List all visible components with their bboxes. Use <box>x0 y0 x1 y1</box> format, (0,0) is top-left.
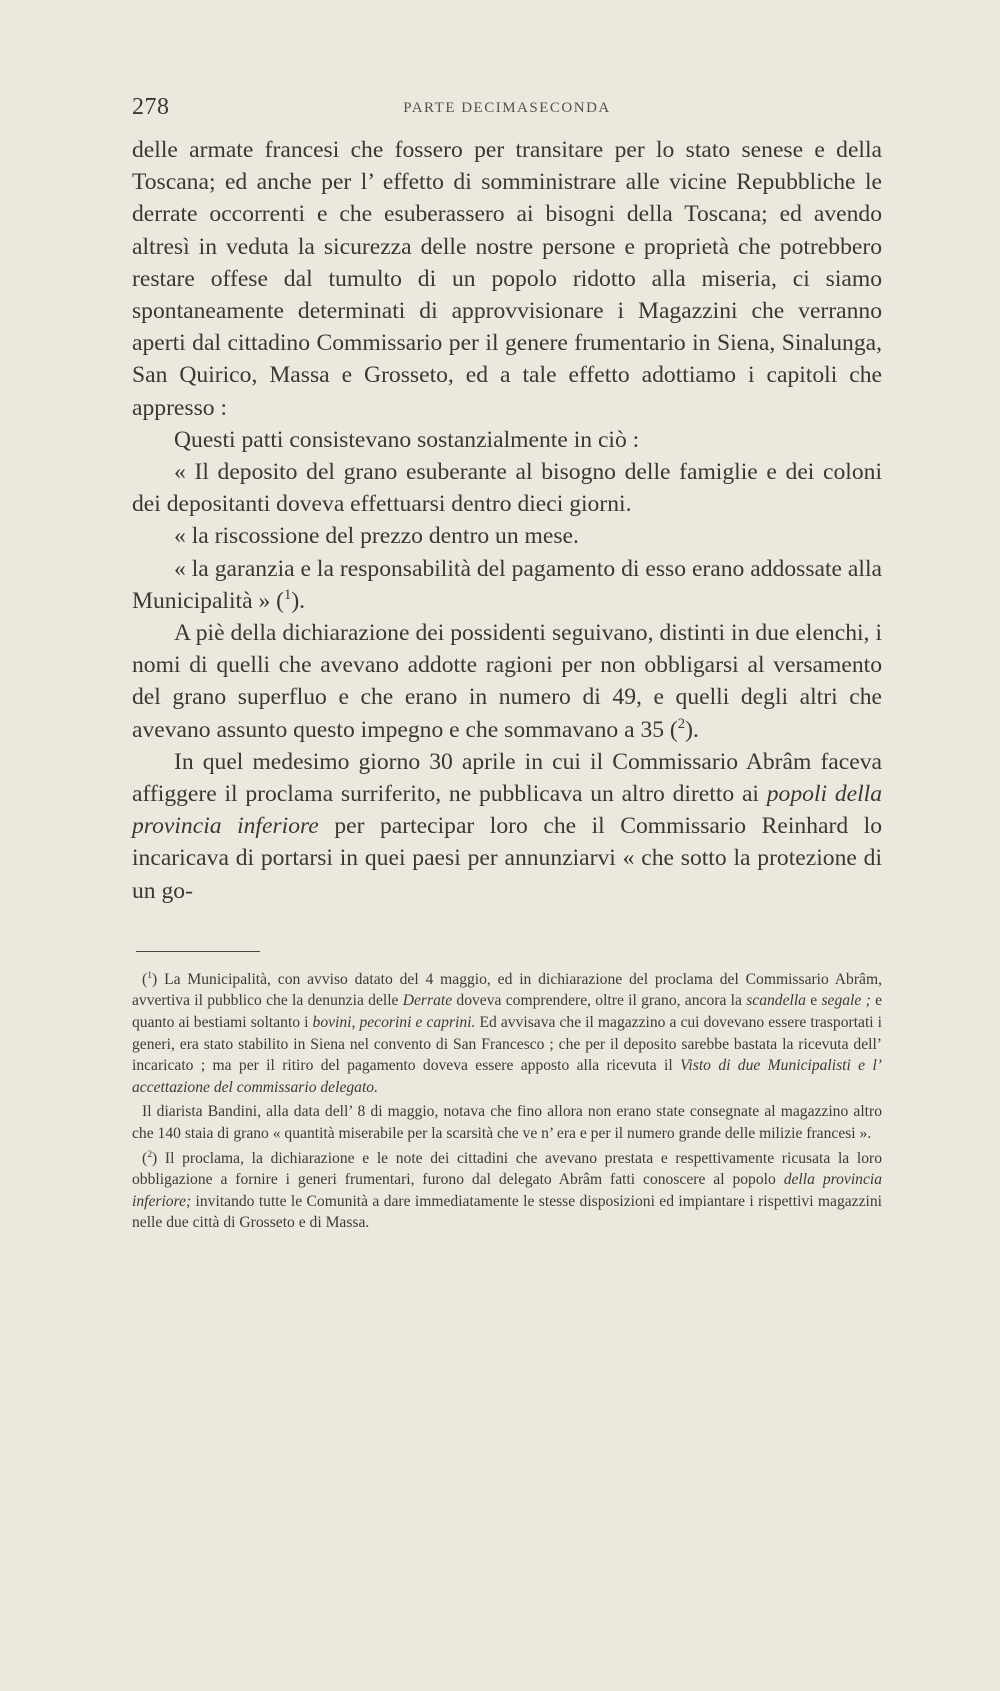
italic-text: scandella <box>746 992 806 1010</box>
page-number: 278 <box>132 94 170 120</box>
paragraph: « la riscossione del prezzo dentro un mese. <box>174 523 579 550</box>
italic-text: della provincia inferiore; <box>132 1171 883 1210</box>
paragraph-text: ). <box>685 716 699 743</box>
footnote-divider <box>136 951 260 952</box>
footnote-2: ($^2$) Il proclama, la dichiarazione e le note dei cittadini che avevano prestata e respettivamente ricusata la loro obbligazione a fornire i generi frumentari, furono dal delegato Abrâm fatti conoscere al popolo della provincia inferiore; invitando tutte le Comunità a dare immediatamente le stesse disposizioni ed impiantare i rispettivi magazzini nelle due città di Grosseto e di Massa. <box>132 1148 883 1232</box>
footnote-ref: 2 <box>677 715 686 732</box>
footnote-ref: 1 <box>284 586 292 603</box>
running-header <box>132 94 882 124</box>
paragraph: Questi patti consistevano sostanzialmente in ciò : <box>174 426 640 453</box>
footnote-text: invitando tutte le Comunità a dare immediatamente le stesse disposizioni ed impiantare i rispettivi magazzini nelle due città di Grosseto e di Massa. <box>132 1192 882 1232</box>
footnote-marker: 2 <box>147 1148 153 1160</box>
paragraph-text: ). <box>291 587 306 614</box>
footnote-text: e quanto ai bestiami soltanto i <box>132 992 883 1032</box>
footnote-1: ($^1$) La Municipalità, con avviso datato del 4 maggio, ed in dichiarazione del proclama del Commissario Abrâm, avvertiva il pubblico che la denunzia delle Derrate doveva comprendere, oltre il grano, ancora la scandella e segale ; e quanto ai bestiami soltanto i bovini, pecorini e caprini. Ed avvisava che il magazzino a cui dovevano essere trasportati i generi, era stato stabilito in Siena nel convento di San Francesco ; che per il deposito sarebbe bastata la ricevuta dell’ incaricato ; ma per il ritiro del pagamento doveva essere apposto alla ricevuta il Visto di due Municipalisti e l’ accettazione del commissario delegato. <box>132 969 883 1096</box>
paragraph: « Il deposito del grano esuberante al bisogno delle famiglie e dei coloni dei depositanti doveva effettuarsi dentro dieci giorni. <box>132 459 882 518</box>
paragraph-text: In quel medesimo giorno 30 aprile in cui il Commissario Abrâm faceva affiggere il proclama surriferito, ne pubblicava un altro diretto ai <box>132 748 882 808</box>
book-page <box>0 94 1000 1691</box>
paragraph-text: per partecipar loro che il Commissario Reinhard lo incaricava di portarsi in quei paesi per annunziarvi « che sotto la protezione di un go- <box>132 813 882 904</box>
paragraph <box>132 617 882 746</box>
footnote-text: e <box>805 992 822 1010</box>
italic-text: popoli della provincia inferiore <box>132 781 882 840</box>
paragraph <box>132 746 882 907</box>
paragraph-text: A piè della dichiarazione dei possidenti seguivano, distinti in due elenchi, i nomi di quelli che avevano addotte ragioni per non obbligarsi al versamento del grano superfluo e che erano in numero di 49, e quelli degli altri che avevano assunto questo impegno e che sommavano a 35 ( <box>132 620 882 743</box>
paragraph <box>132 553 882 617</box>
italic-text: Visto di due Municipalisti e l’ accettazione del commissario delegato. <box>132 1057 882 1096</box>
footnotes <box>132 969 882 1234</box>
section-title: PARTE DECIMASECONDA <box>403 100 611 116</box>
footnote-text: doveva comprendere, oltre il grano, ancora la <box>452 992 747 1010</box>
italic-text: bovini, pecorini e caprini. <box>312 1014 476 1032</box>
italic-text: Derrate <box>402 992 453 1010</box>
footnote-1-continued: Il diarista Bandini, alla data dell’ 8 di maggio, notava che fino allora non erano state consegnate al magazzino altro che 140 staia di grano « quantità miserabile per la scarsità che ve n’ era e per il numero grande delle milizie francesi ». <box>132 1103 882 1143</box>
footnote-text: Ed avvisava che il magazzino a cui dovevano essere trasportati i generi, era stato stabilito in Siena nel convento di San Francesco ; che per il deposito sarebbe bastata la ricevuta dell’ incaricato ; ma per il ritiro del pagamento doveva essere apposto alla ricevuta il <box>132 1014 883 1075</box>
footnote-text: Il proclama, la dichiarazione e le note dei cittadini che avevano prestata e respettivamente ricusata la loro obbligazione a fornire i generi frumentari, furono dal delegato Abrâm fatti conoscere al popolo <box>132 1149 882 1189</box>
footnote-text: La Municipalità, con avviso datato del 4 maggio, ed in dichiarazione del proclama del Commissario Abrâm, avvertiva il pubblico che la denunzia delle <box>132 970 882 1010</box>
paragraph-text: « la garanzia e la responsabilità del pagamento di esso erano addossate alla Municipalità » ( <box>132 555 882 614</box>
paragraph: delle armate francesi che fossero per transitare per lo stato senese e della Toscana; ed anche per l’ effetto di somministrare alle vicine Repubbliche le derrate occorrenti e che esuberassero ai bisogni della Toscana; ed avendo altresì in veduta la sicurezza delle nostre persone e proprietà che potrebbero restare offese dal tumulto di un popolo ridotto alla miseria, ci siamo spontaneamente determinati di approvvisionare i Magazzini che verranno aperti dal cittadino Commissario per il genere frumentario in Siena, Sinalunga, San Quirico, Massa e Grosseto, ed a tale effetto adottiamo i capitoli che appresso : <box>132 137 882 421</box>
main-text <box>132 134 882 907</box>
footnote-marker: 1 <box>147 969 153 981</box>
italic-text: segale ; <box>821 992 871 1010</box>
